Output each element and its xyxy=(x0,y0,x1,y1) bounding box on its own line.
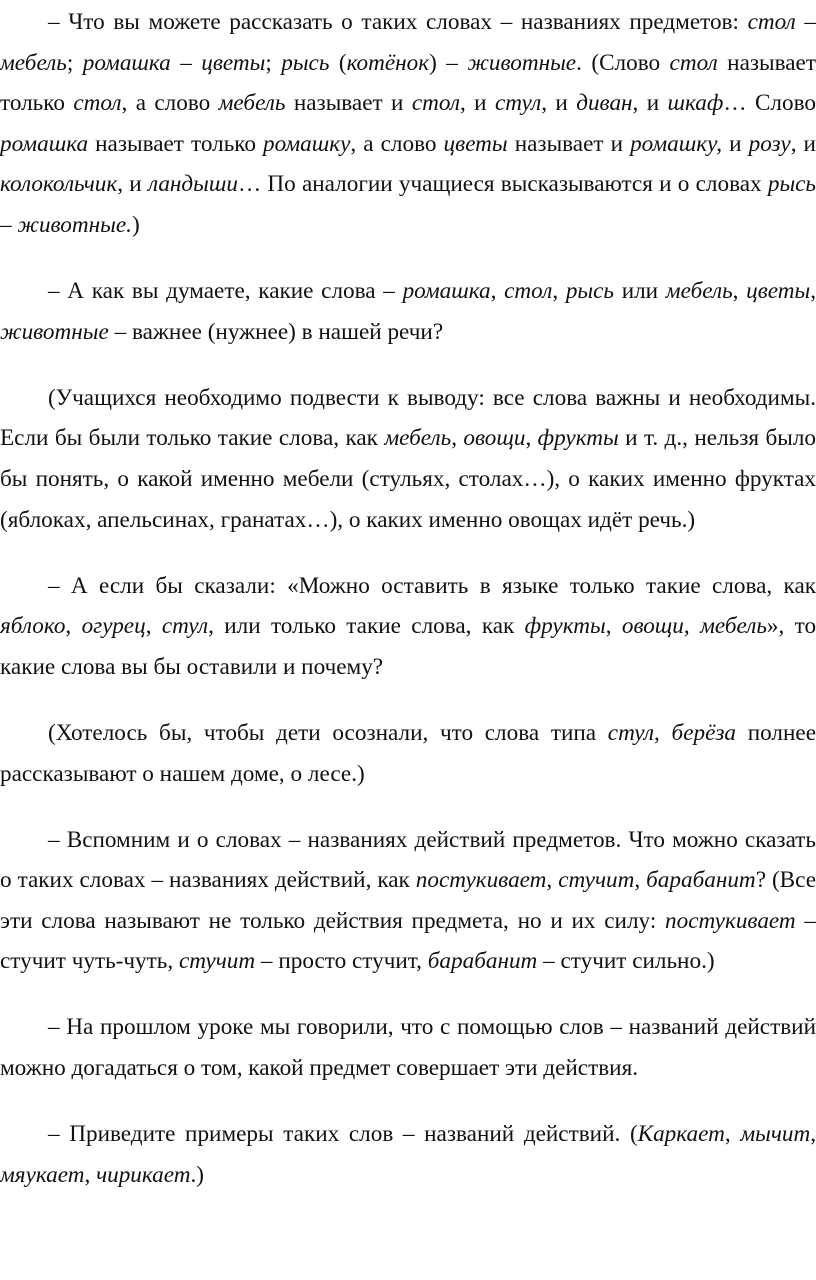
italic-term: мебель xyxy=(218,90,286,117)
italic-term: ромашку, xyxy=(630,130,723,157)
text-run: , и xyxy=(541,90,577,117)
text-run: . (Слово xyxy=(576,49,670,76)
text-run: , и xyxy=(460,90,495,117)
italic-term: стол xyxy=(73,90,122,117)
text-run: … Слово xyxy=(723,90,816,117)
text-run: – важнее (нужнее) в нашей речи? xyxy=(108,318,444,345)
text-run: , xyxy=(605,613,622,640)
text-run: , xyxy=(451,425,464,452)
text-run: (Учащихся необходимо подвести к выводу: все слова важны и необходимы. Если бы были только такие слова, как xyxy=(0,384,816,452)
italic-term: стул xyxy=(607,719,655,746)
italic-term: берёза xyxy=(671,719,737,746)
text-run: , xyxy=(552,278,566,305)
text-run: , xyxy=(683,613,701,640)
text-run: – просто стучит, xyxy=(255,948,428,975)
italic-term: огурец xyxy=(81,613,146,640)
text-run: , xyxy=(654,719,672,746)
text-run: или xyxy=(613,278,666,305)
text-run: ) – xyxy=(429,49,468,76)
italic-term: ромашка – цветы xyxy=(82,49,266,76)
text-run: , а слово xyxy=(350,130,444,157)
italic-term: стол – мебель xyxy=(0,9,816,76)
italic-term: ромашка xyxy=(0,130,89,157)
italic-term: мычит xyxy=(740,1121,811,1148)
text-run: , xyxy=(525,425,538,452)
italic-term: чирикает xyxy=(96,1161,191,1188)
text-run: , xyxy=(810,278,816,305)
text-run: , и xyxy=(790,130,816,157)
italic-term: мебель xyxy=(665,278,733,305)
italic-term: рысь – животные. xyxy=(0,171,816,238)
paragraph-7 xyxy=(0,1007,816,1088)
text-run: , xyxy=(145,613,162,640)
paragraph-5 xyxy=(0,713,816,794)
italic-term: стучит xyxy=(558,867,635,894)
text-run: – А как вы думаете, какие слова – xyxy=(48,278,403,305)
italic-term: фрукты xyxy=(537,425,619,452)
italic-term: мебель xyxy=(384,425,452,452)
italic-term: котёнок xyxy=(346,49,430,76)
paragraph-6 xyxy=(0,820,816,982)
text-run: , или только такие слова, как xyxy=(208,613,525,640)
italic-term: ромашку xyxy=(263,130,351,157)
text-run: – стучит чуть-чуть, xyxy=(0,907,816,975)
text-run: , xyxy=(65,613,82,640)
text-run: (Хотелось бы, чтобы дети осознали, что слова типа xyxy=(48,719,608,746)
text-run: , и xyxy=(632,90,668,117)
text-run: , xyxy=(634,867,647,894)
text-run: , xyxy=(732,278,747,305)
italic-term: фрукты xyxy=(524,613,606,640)
italic-term: животные xyxy=(0,318,109,345)
italic-term: постукивает xyxy=(415,867,547,894)
italic-term: розу xyxy=(748,130,791,157)
italic-term: барабанит xyxy=(427,948,538,975)
paragraph-3 xyxy=(0,378,816,540)
italic-term: овощи xyxy=(463,425,526,452)
text-run: , xyxy=(724,1121,741,1148)
italic-term: диван xyxy=(576,90,633,117)
text-run: и т. д., нельзя было бы понять, о какой именно мебели (стульях, столах…), о каких именно фруктах (яблоках, апельсинах, гранатах…), о каких именно овощах идёт речь.) xyxy=(0,425,816,533)
italic-term: Каркает xyxy=(637,1121,725,1148)
text-run: ? (Все эти слова называют не только действия предмета, но и их силу: xyxy=(0,867,816,934)
italic-term: цветы xyxy=(746,278,811,305)
italic-term: цветы xyxy=(443,130,508,157)
text-run: , и xyxy=(117,171,148,198)
text-run: , а слово xyxy=(121,90,219,117)
paragraph-1 xyxy=(0,2,816,246)
text-run: называет только xyxy=(88,130,264,157)
text-run: – Что вы можете рассказать о таких словах – названиях предметов: xyxy=(48,9,748,35)
text-run: ( xyxy=(329,49,347,76)
italic-term: стучит xyxy=(178,948,256,975)
text-run: полнее рассказывают о нашем доме, о лесе.) xyxy=(0,719,816,787)
text-run: называет и xyxy=(285,90,412,117)
text-run: , xyxy=(546,867,559,894)
text-run: и xyxy=(722,130,749,157)
italic-term: рысь xyxy=(281,49,330,76)
paragraph-4 xyxy=(0,566,816,688)
text-run: .) xyxy=(190,1161,205,1188)
text-run: называет и xyxy=(507,130,631,157)
italic-term: стул xyxy=(161,613,209,640)
italic-term: стол xyxy=(411,90,460,117)
text-run: ) xyxy=(131,211,140,238)
text-run: , xyxy=(490,278,505,305)
text-run: , xyxy=(810,1121,816,1148)
text-run: называет только xyxy=(0,49,816,117)
text-run: … По аналогии учащиеся высказываются и о словах xyxy=(237,171,768,198)
text-run: – А если бы сказали: «Можно оставить в языке только такие слова, как xyxy=(48,572,816,599)
italic-term: стол xyxy=(504,278,553,305)
text-run: ; xyxy=(66,49,83,76)
italic-term: рысь xyxy=(565,278,614,305)
text-run: », то какие слова вы бы оставили и почему? xyxy=(0,613,816,680)
italic-term: стол xyxy=(669,49,718,76)
italic-term: мяукает xyxy=(0,1161,85,1188)
paragraph-8 xyxy=(0,1114,816,1195)
text-run: , xyxy=(84,1161,97,1188)
italic-term: животные xyxy=(467,49,577,76)
text-run: – На прошлом уроке мы говорили, что с помощью слов – названий действий можно догадаться о том, какой предмет совершает эти действия. xyxy=(0,1014,816,1082)
text-run: – Приведите примеры таких слов – названий действий. ( xyxy=(48,1121,638,1148)
italic-term: стул xyxy=(494,90,542,117)
italic-term: мебель xyxy=(700,613,767,640)
text-run: ; xyxy=(265,49,282,76)
italic-term: яблоко xyxy=(0,613,66,640)
italic-term: ландыши xyxy=(147,171,238,198)
italic-term: шкаф xyxy=(667,90,724,117)
paragraph-2 xyxy=(0,271,816,352)
italic-term: колокольчик xyxy=(0,171,118,198)
italic-term: овощи xyxy=(621,613,684,640)
italic-term: барабанит xyxy=(646,867,756,894)
italic-term: ромашка xyxy=(402,278,491,305)
italic-term: постукивает xyxy=(665,907,796,934)
text-run: – Вспомним и о словах – названиях действий предметов. Что можно сказать о таких словах – названиях действий, как xyxy=(0,826,816,894)
text-run: – стучит сильно.) xyxy=(537,948,715,975)
